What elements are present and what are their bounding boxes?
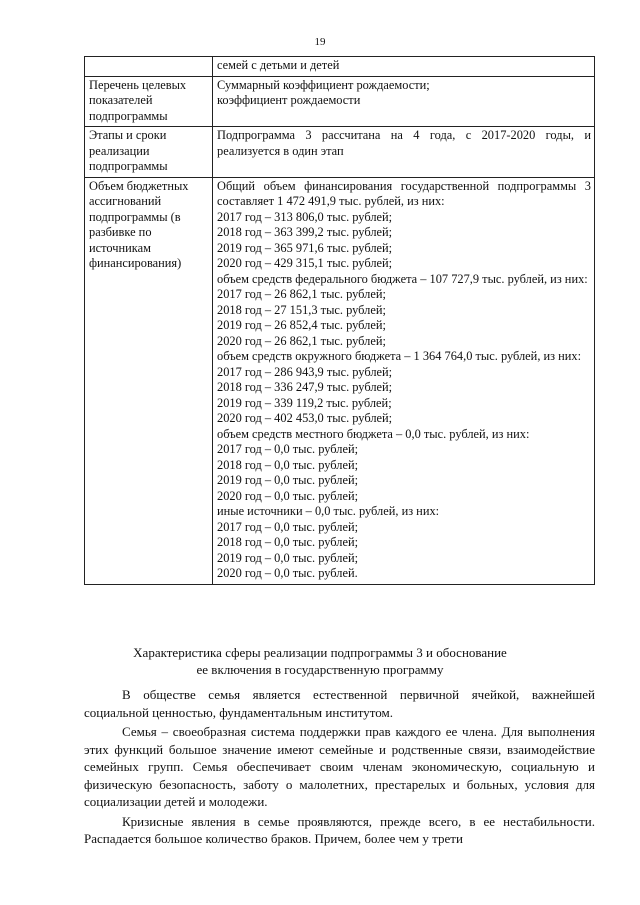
row-label-line: показателей [89,93,153,107]
row-value-line: 2020 год – 0,0 тыс. рублей. [217,566,358,580]
row-value-line: 2018 год – 336 247,9 тыс. рублей; [217,380,393,394]
paragraph: Семья – своеобразная система поддержки прав каждого ее члена. Для выполнения этих функций большое значение имеют семейные и родственные связи, взаимодействие семейных групп. Семья обеспечивает своим членам экономическую, социальную и физическую безопасность, заботу о малолетних, престарелых и больных, условия для социализации детей и молодежи. [84,724,595,809]
row-value-line: иные источники – 0,0 тыс. рублей, из них: [217,504,440,518]
row-value-line: Подпрограмма 3 рассчитана на 4 года, с 2017-2020 годы, и реализуется в один этап [217,128,591,158]
table-row [85,127,595,178]
section-heading-line: Характеристика сферы реализации подпрограммы 3 и обоснование [133,645,507,660]
body-text [84,686,595,850]
row-label-line: финансирования) [89,256,182,270]
row-value-line: Общий объем финансирования государственной подпрограммы 3 составляет 1 472 491,9 тыс. рублей, из них: [217,178,591,208]
row-label-line: разбивке по [89,225,152,239]
row-value-line: 2018 год – 0,0 тыс. рублей; [217,457,359,472]
row-value-line: 2020 год – 429 315,1 тыс. рублей; [217,256,393,270]
row-label-line: Объем бюджетных [89,178,189,193]
row-value-cell [213,76,595,127]
row-value-line: 2019 год – 26 852,4 тыс. рублей; [217,318,386,332]
row-value-line: 2019 год – 339 119,2 тыс. рублей; [217,395,392,410]
paragraph: Кризисные явления в семье проявляются, прежде всего, в ее нестабильности. Распадается большое количество браков. Причем, более чем у трети [84,813,595,846]
subprogram-passport-table [84,56,595,585]
row-value-line: 2020 год – 402 453,0 тыс. рублей; [217,411,393,425]
row-value-line: объем средств федерального бюджета – 107 727,9 тыс. рублей, из них: [217,271,588,286]
row-value-line: 2018 год – 0,0 тыс. рублей; [217,535,359,549]
table-row [85,76,595,127]
row-label-line: реализации [89,143,150,158]
row-value-cell [213,177,595,584]
row-value-line: 2017 год – 0,0 тыс. рублей; [217,442,359,456]
row-value-line: Суммарный коэффициент рождаемости; [217,77,430,92]
row-label-line: Перечень целевых [89,77,187,92]
row-value-cell [213,127,595,178]
row-value-line: 2019 год – 0,0 тыс. рублей; [217,550,359,565]
row-value-line: 2017 год – 286 943,9 тыс. рублей; [217,364,393,379]
row-label-line: ассигнований [89,194,162,208]
section-heading-line: ее включения в государственную программу [196,662,444,677]
section-heading [0,644,640,678]
row-value-line: 2017 год – 26 862,1 тыс. рублей; [217,287,386,301]
row-value-line: 2017 год – 0,0 тыс. рублей; [217,519,359,534]
paragraph: В обществе семья является естественной первичной ячейкой, важнейшей социальной ценностью, фундаментальным институтом. [84,687,595,720]
row-label-cell [85,57,213,77]
row-value-line: 2018 год – 363 399,2 тыс. рублей; [217,225,393,239]
row-value-line: объем средств окружного бюджета – 1 364 764,0 тыс. рублей, из них: [217,349,582,363]
row-label-line: источникам [89,240,151,255]
table-row [85,177,595,584]
row-label-cell [85,76,213,127]
row-value-line: 2017 год – 313 806,0 тыс. рублей; [217,209,393,224]
row-value-line: 2018 год – 27 151,3 тыс. рублей; [217,302,386,317]
row-label-cell [85,127,213,178]
row-value-cell [213,57,595,77]
row-value-line: объем средств местного бюджета – 0,0 тыс. рублей, из них: [217,426,530,441]
table-row [85,57,595,77]
row-value-line: семей с детьми и детей [217,58,340,72]
row-label-line: подпрограммы (в [89,209,181,224]
row-label-line: Этапы и сроки [89,128,167,142]
row-label-cell [85,177,213,584]
row-value-line: 2019 год – 365 971,6 тыс. рублей; [217,240,393,255]
row-value-line: 2019 год – 0,0 тыс. рублей; [217,473,359,487]
page-number: 19 [314,36,326,48]
row-label-line: подпрограммы [89,108,168,123]
row-value-line: 2020 год – 0,0 тыс. рублей; [217,488,359,503]
row-value-line: 2020 год – 26 862,1 тыс. рублей; [217,333,386,348]
row-value-line: коэффициент рождаемости [217,93,361,107]
row-label-line: подпрограммы [89,159,168,173]
